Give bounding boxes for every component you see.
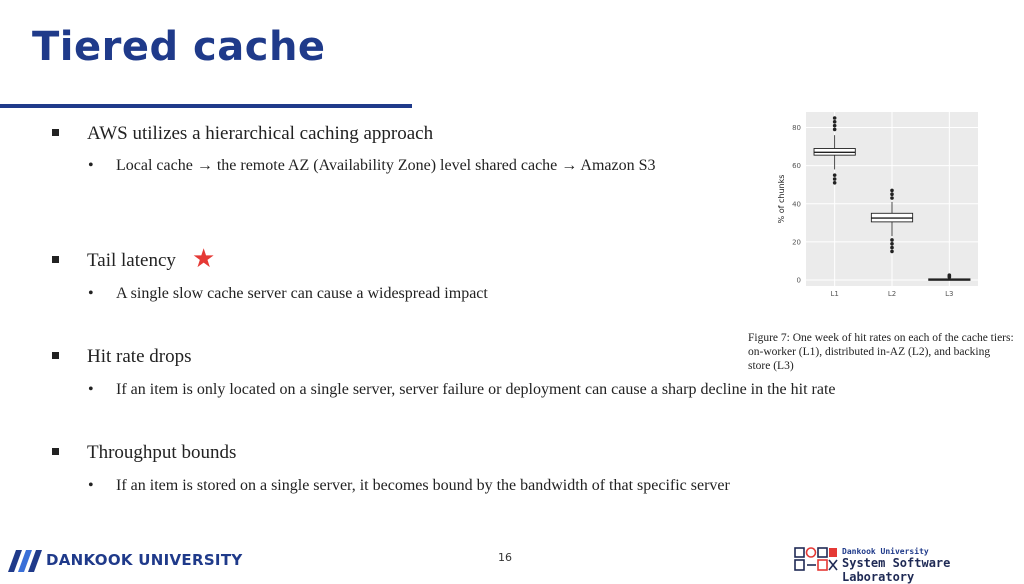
sub-bullet-text: A single slow cache server can cause a widespread impact <box>116 285 488 302</box>
lab-university-label: Dankook University <box>842 547 929 556</box>
bullet-label: AWS utilizes a hierarchical caching approach <box>87 123 434 144</box>
outlier-point <box>833 181 837 185</box>
outlier-point <box>833 120 837 124</box>
outlier-point <box>833 116 837 120</box>
outlier-point <box>890 192 894 196</box>
outlier-point <box>833 177 837 181</box>
bullet-label <box>87 244 216 273</box>
square-bullet-icon <box>52 256 59 263</box>
lab-name: System Software Laboratory <box>842 556 951 584</box>
dot-bullet-icon: • <box>88 381 94 398</box>
dankook-logo-icon <box>6 548 46 574</box>
outlier-point <box>890 250 894 254</box>
dot-bullet-icon: • <box>88 285 94 302</box>
square-bullet-icon <box>52 352 59 359</box>
x-tick-label: L3 <box>945 290 954 298</box>
x-tick-label: L2 <box>887 290 897 298</box>
outlier-point <box>890 246 894 250</box>
title-underline <box>0 104 412 108</box>
bullet-label-text: Tail latency <box>87 250 176 271</box>
hit-rate-boxplot <box>772 110 984 302</box>
page-number: 16 <box>498 551 512 564</box>
bullet-label: Throughput bounds <box>87 442 237 463</box>
outlier-point <box>890 242 894 246</box>
sub-bullet-text: If an item is only located on a single server, server failure or deployment can cause a sharp decline in the hit rate <box>116 381 836 398</box>
outlier-point <box>833 128 837 132</box>
y-tick-label: 20 <box>792 238 801 247</box>
y-tick-label: 40 <box>792 200 801 209</box>
sub-bullet-text: If an item is stored on a single server, it becomes bound by the bandwidth of that specific server <box>116 477 730 494</box>
y-tick-label: 0 <box>796 276 801 285</box>
outlier-point <box>890 196 894 200</box>
dot-bullet-icon: • <box>88 157 94 174</box>
outlier-point <box>833 124 837 128</box>
outlier-point <box>890 189 894 193</box>
y-tick-label: 80 <box>792 124 801 133</box>
outlier-point <box>948 273 952 277</box>
star-icon: ★ <box>192 244 216 273</box>
figure-caption: Figure 7: One week of hit rates on each of the cache tiers: on-worker (L1), distributed in-AZ (L2), and backing store (L3) <box>748 332 1014 372</box>
square-bullet-icon <box>52 129 59 136</box>
square-bullet-icon <box>52 448 59 455</box>
bullet-label: Hit rate drops <box>87 346 192 367</box>
y-axis-label: % of chunks <box>777 174 786 224</box>
dot-bullet-icon: • <box>88 477 94 494</box>
page-title: Tiered cache <box>32 24 326 70</box>
x-tick-label: L1 <box>830 290 839 298</box>
outlier-point <box>890 238 894 242</box>
outlier-point <box>833 173 837 177</box>
sub-bullet-text: Local cache → the remote AZ (Availability Zone) level shared cache → Amazon S3 <box>116 157 656 174</box>
university-name: DANKOOK UNIVERSITY <box>46 551 243 569</box>
y-tick-label: 60 <box>792 162 801 171</box>
lab-logo-icon <box>794 546 838 572</box>
